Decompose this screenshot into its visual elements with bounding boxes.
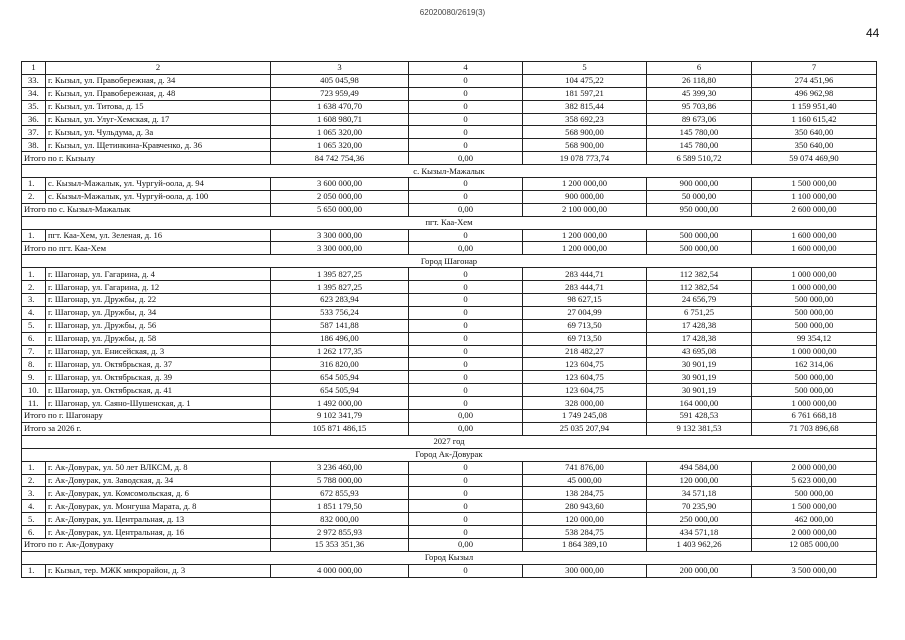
cell-col7: 2 000 000,00 — [752, 526, 877, 539]
cell-total-cost: 3 300 000,00 — [271, 229, 409, 242]
table-row — [22, 358, 877, 371]
cell-col5: 1 200 000,00 — [523, 229, 647, 242]
cell-col4: 0 — [409, 294, 523, 307]
address: г. Ак-Довурак, ул. Заводская, д. 34 — [46, 474, 271, 487]
row-number: 3. — [22, 294, 46, 307]
cell-col6: 30 901,19 — [647, 371, 752, 384]
cell-total-cost: 405 045,98 — [271, 74, 409, 87]
table-row — [22, 294, 877, 307]
table-row — [22, 513, 877, 526]
column-header: 2 — [46, 62, 271, 75]
table-row — [22, 474, 877, 487]
total-row — [22, 242, 877, 255]
cell-col6: 900 000,00 — [647, 178, 752, 191]
cell-col7: 500 000,00 — [752, 306, 877, 319]
cell-col6: 591 428,53 — [647, 410, 752, 423]
cell-col7: 1 000 000,00 — [752, 397, 877, 410]
header-row — [22, 62, 877, 75]
cell-total-cost: 3 600 000,00 — [271, 178, 409, 191]
cell-col4: 0 — [409, 474, 523, 487]
cell-col5: 27 004,99 — [523, 306, 647, 319]
address: г. Шагонар, ул. Саяно-Шушенская, д. 1 — [46, 397, 271, 410]
address: с. Кызыл-Мажалык, ул. Чургуй-оола, д. 94 — [46, 178, 271, 191]
table-row — [22, 371, 877, 384]
cell-col5: 69 713,50 — [523, 332, 647, 345]
cell-col7: 71 703 896,68 — [752, 422, 877, 435]
address: г. Шагонар, ул. Дружбы, д. 58 — [46, 332, 271, 345]
cell-col6: 43 695,08 — [647, 345, 752, 358]
row-number: 3. — [22, 487, 46, 500]
cell-col7: 350 640,00 — [752, 126, 877, 139]
row-number: 6. — [22, 332, 46, 345]
row-number: 1. — [22, 229, 46, 242]
total-label: Итого по пгт. Каа-Хем — [22, 242, 271, 255]
row-number: 37. — [22, 126, 46, 139]
cell-col4: 0 — [409, 281, 523, 294]
address: г. Кызыл, ул. Титова, д. 15 — [46, 100, 271, 113]
cell-col4: 0 — [409, 139, 523, 152]
cell-col7: 462 000,00 — [752, 513, 877, 526]
cell-total-cost: 5 650 000,00 — [271, 203, 409, 216]
cell-col7: 59 074 469,90 — [752, 152, 877, 165]
cell-col6: 26 118,80 — [647, 74, 752, 87]
cell-col6: 434 571,18 — [647, 526, 752, 539]
cell-col5: 280 943,60 — [523, 500, 647, 513]
address: г. Шагонар, ул. Дружбы, д. 34 — [46, 306, 271, 319]
table-row — [22, 397, 877, 410]
table-row — [22, 319, 877, 332]
cell-col7: 2 000 000,00 — [752, 461, 877, 474]
cell-col5: 741 876,00 — [523, 461, 647, 474]
cell-col7: 500 000,00 — [752, 487, 877, 500]
cell-col4: 0 — [409, 487, 523, 500]
table-row — [22, 126, 877, 139]
row-number: 2. — [22, 474, 46, 487]
address: пгт. Каа-Хем, ул. Зеленая, д. 16 — [46, 229, 271, 242]
cell-col6: 112 382,54 — [647, 281, 752, 294]
address: г. Шагонар, ул. Октябрьская, д. 39 — [46, 371, 271, 384]
cell-col6: 95 703,86 — [647, 100, 752, 113]
cell-total-cost: 832 000,00 — [271, 513, 409, 526]
table-row — [22, 332, 877, 345]
cell-col5: 1 200 000,00 — [523, 178, 647, 191]
row-number: 2. — [22, 190, 46, 203]
cell-col5: 1 749 245,08 — [523, 410, 647, 423]
cell-col7: 2 600 000,00 — [752, 203, 877, 216]
cell-col6: 30 901,19 — [647, 358, 752, 371]
cell-col5: 2 100 000,00 — [523, 203, 647, 216]
cell-col4: 0 — [409, 306, 523, 319]
table-body — [22, 62, 877, 578]
section-heading: Город Кызыл — [22, 551, 877, 564]
cell-col4: 0 — [409, 513, 523, 526]
cell-col6: 6 589 510,72 — [647, 152, 752, 165]
cell-col6: 45 399,30 — [647, 87, 752, 100]
cell-col5: 123 604,75 — [523, 384, 647, 397]
cell-col6: 950 000,00 — [647, 203, 752, 216]
cell-col6: 24 656,79 — [647, 294, 752, 307]
section-heading-row — [22, 165, 877, 178]
address: г. Ак-Довурак, ул. Монгуша Марата, д. 8 — [46, 500, 271, 513]
cell-col6: 250 000,00 — [647, 513, 752, 526]
cell-col6: 89 673,06 — [647, 113, 752, 126]
cell-total-cost: 1 638 470,70 — [271, 100, 409, 113]
row-number: 36. — [22, 113, 46, 126]
cell-total-cost: 654 505,94 — [271, 371, 409, 384]
cell-col6: 494 584,00 — [647, 461, 752, 474]
cell-total-cost: 3 300 000,00 — [271, 242, 409, 255]
total-label: Итого за 2026 г. — [22, 422, 271, 435]
cell-col5: 1 864 389,10 — [523, 538, 647, 551]
address: г. Кызыл, ул. Щетинкина-Кравченко, д. 36 — [46, 139, 271, 152]
cell-col6: 164 000,00 — [647, 397, 752, 410]
total-row — [22, 410, 877, 423]
cell-col6: 1 403 962,26 — [647, 538, 752, 551]
column-header: 7 — [752, 62, 877, 75]
cell-col7: 1 000 000,00 — [752, 281, 877, 294]
table-row — [22, 100, 877, 113]
cell-col6: 6 751,25 — [647, 306, 752, 319]
section-heading: Город Шагонар — [22, 255, 877, 268]
cell-col7: 1 000 000,00 — [752, 268, 877, 281]
table-row — [22, 139, 877, 152]
row-number: 11. — [22, 397, 46, 410]
address: г. Шагонар, ул. Гагарина, д. 4 — [46, 268, 271, 281]
cell-total-cost: 1 492 000,00 — [271, 397, 409, 410]
cell-col5: 568 900,00 — [523, 139, 647, 152]
cell-col6: 30 901,19 — [647, 384, 752, 397]
cell-col4: 0,00 — [409, 152, 523, 165]
cell-col7: 350 640,00 — [752, 139, 877, 152]
cell-col6: 9 132 381,53 — [647, 422, 752, 435]
cell-col5: 300 000,00 — [523, 564, 647, 577]
row-number: 1. — [22, 268, 46, 281]
cell-col4: 0,00 — [409, 422, 523, 435]
cell-col6: 500 000,00 — [647, 229, 752, 242]
row-number: 10. — [22, 384, 46, 397]
cell-col5: 538 284,75 — [523, 526, 647, 539]
cell-total-cost: 533 756,24 — [271, 306, 409, 319]
row-number: 5. — [22, 513, 46, 526]
total-row — [22, 152, 877, 165]
row-number: 4. — [22, 306, 46, 319]
cell-col5: 69 713,50 — [523, 319, 647, 332]
section-heading: пгт. Каа-Хем — [22, 216, 877, 229]
cell-total-cost: 654 505,94 — [271, 384, 409, 397]
cell-col7: 1 000 000,00 — [752, 345, 877, 358]
address: г. Шагонар, ул. Енисейская, д. 3 — [46, 345, 271, 358]
cell-col4: 0 — [409, 358, 523, 371]
row-number: 5. — [22, 319, 46, 332]
cell-total-cost: 1 395 827,25 — [271, 268, 409, 281]
row-number: 8. — [22, 358, 46, 371]
section-heading-row — [22, 448, 877, 461]
cell-col5: 19 078 773,74 — [523, 152, 647, 165]
cell-col7: 1 500 000,00 — [752, 500, 877, 513]
cell-col4: 0 — [409, 229, 523, 242]
cell-col5: 123 604,75 — [523, 358, 647, 371]
cell-col7: 500 000,00 — [752, 384, 877, 397]
cell-col5: 568 900,00 — [523, 126, 647, 139]
section-heading-row — [22, 435, 877, 448]
cell-col4: 0,00 — [409, 410, 523, 423]
cell-total-cost: 2 050 000,00 — [271, 190, 409, 203]
cell-total-cost: 84 742 754,36 — [271, 152, 409, 165]
table-row — [22, 500, 877, 513]
cell-col4: 0 — [409, 384, 523, 397]
cell-col7: 496 962,98 — [752, 87, 877, 100]
cell-col7: 3 500 000,00 — [752, 564, 877, 577]
cell-col7: 162 314,06 — [752, 358, 877, 371]
address: г. Ак-Довурак, ул. Комсомольская, д. 6 — [46, 487, 271, 500]
cell-total-cost: 723 959,49 — [271, 87, 409, 100]
cell-col4: 0 — [409, 500, 523, 513]
total-label: Итого по г. Шагонару — [22, 410, 271, 423]
cell-col4: 0 — [409, 190, 523, 203]
cell-total-cost: 1 065 320,00 — [271, 139, 409, 152]
cell-col4: 0 — [409, 113, 523, 126]
cell-col5: 283 444,71 — [523, 268, 647, 281]
column-header: 3 — [271, 62, 409, 75]
cell-col4: 0 — [409, 397, 523, 410]
cell-col4: 0 — [409, 319, 523, 332]
section-heading-row — [22, 255, 877, 268]
address: г. Кызыл, тер. МЖК микрорайон, д. 3 — [46, 564, 271, 577]
column-header: 5 — [523, 62, 647, 75]
address: с. Кызыл-Мажалык, ул. Чургуй-оола, д. 100 — [46, 190, 271, 203]
cell-total-cost: 9 102 341,79 — [271, 410, 409, 423]
cell-total-cost: 1 262 177,35 — [271, 345, 409, 358]
total-label: Итого по г. Ак-Довураку — [22, 538, 271, 551]
cell-col7: 500 000,00 — [752, 319, 877, 332]
cell-col7: 5 623 000,00 — [752, 474, 877, 487]
row-number: 7. — [22, 345, 46, 358]
section-heading: Город Ак-Довурак — [22, 448, 877, 461]
total-label: Итого по с. Кызыл-Мажалык — [22, 203, 271, 216]
table-row — [22, 74, 877, 87]
cell-col5: 120 000,00 — [523, 513, 647, 526]
row-number: 9. — [22, 371, 46, 384]
budget-table — [21, 61, 877, 578]
cell-col7: 1 159 951,40 — [752, 100, 877, 113]
table-row — [22, 461, 877, 474]
cell-total-cost: 5 788 000,00 — [271, 474, 409, 487]
column-header: 4 — [409, 62, 523, 75]
document-id: 62020080/2619(3) — [419, 8, 486, 17]
cell-col4: 0,00 — [409, 538, 523, 551]
table-row — [22, 268, 877, 281]
cell-col6: 120 000,00 — [647, 474, 752, 487]
cell-total-cost: 1 395 827,25 — [271, 281, 409, 294]
table-row — [22, 564, 877, 577]
row-number: 6. — [22, 526, 46, 539]
cell-col4: 0 — [409, 345, 523, 358]
total-row — [22, 203, 877, 216]
row-number: 4. — [22, 500, 46, 513]
table-row — [22, 229, 877, 242]
address: г. Кызыл, ул. Улуг-Хемская, д. 17 — [46, 113, 271, 126]
address: г. Ак-Довурак, ул. Центральная, д. 16 — [46, 526, 271, 539]
table-row — [22, 190, 877, 203]
cell-total-cost: 2 972 855,93 — [271, 526, 409, 539]
cell-col6: 200 000,00 — [647, 564, 752, 577]
cell-col6: 34 571,18 — [647, 487, 752, 500]
cell-total-cost: 316 820,00 — [271, 358, 409, 371]
cell-total-cost: 15 353 351,36 — [271, 538, 409, 551]
address: г. Шагонар, ул. Дружбы, д. 22 — [46, 294, 271, 307]
table-row — [22, 178, 877, 191]
cell-col4: 0 — [409, 526, 523, 539]
address: г. Шагонар, ул. Гагарина, д. 12 — [46, 281, 271, 294]
section-heading-row — [22, 216, 877, 229]
table-row — [22, 526, 877, 539]
cell-col7: 1 100 000,00 — [752, 190, 877, 203]
row-number: 1. — [22, 564, 46, 577]
cell-col4: 0 — [409, 74, 523, 87]
cell-col6: 17 428,38 — [647, 332, 752, 345]
cell-total-cost: 672 855,93 — [271, 487, 409, 500]
column-header: 1 — [22, 62, 46, 75]
cell-col7: 6 761 668,18 — [752, 410, 877, 423]
cell-col4: 0 — [409, 268, 523, 281]
cell-col7: 1 600 000,00 — [752, 229, 877, 242]
cell-col4: 0 — [409, 100, 523, 113]
cell-col7: 12 085 000,00 — [752, 538, 877, 551]
cell-col5: 358 692,23 — [523, 113, 647, 126]
cell-col5: 382 815,44 — [523, 100, 647, 113]
cell-col6: 112 382,54 — [647, 268, 752, 281]
cell-col4: 0 — [409, 332, 523, 345]
cell-col4: 0 — [409, 564, 523, 577]
cell-col7: 274 451,96 — [752, 74, 877, 87]
address: г. Кызыл, ул. Правобережная, д. 34 — [46, 74, 271, 87]
address: г. Кызыл, ул. Правобережная, д. 48 — [46, 87, 271, 100]
cell-col5: 98 627,15 — [523, 294, 647, 307]
row-number: 34. — [22, 87, 46, 100]
cell-col6: 145 780,00 — [647, 126, 752, 139]
cell-total-cost: 623 283,94 — [271, 294, 409, 307]
cell-col7: 1 500 000,00 — [752, 178, 877, 191]
cell-col5: 900 000,00 — [523, 190, 647, 203]
cell-col6: 50 000,00 — [647, 190, 752, 203]
section-heading: 2027 год — [22, 435, 877, 448]
address: г. Кызыл, ул. Чульдума, д. 3а — [46, 126, 271, 139]
table-row — [22, 345, 877, 358]
cell-col5: 25 035 207,94 — [523, 422, 647, 435]
column-header: 6 — [647, 62, 752, 75]
total-label: Итого по г. Кызылу — [22, 152, 271, 165]
row-number: 35. — [22, 100, 46, 113]
row-number: 33. — [22, 74, 46, 87]
cell-col5: 328 000,00 — [523, 397, 647, 410]
cell-col5: 218 482,27 — [523, 345, 647, 358]
cell-total-cost: 4 000 000,00 — [271, 564, 409, 577]
cell-col4: 0 — [409, 87, 523, 100]
table-row — [22, 306, 877, 319]
table-row — [22, 384, 877, 397]
cell-col7: 500 000,00 — [752, 294, 877, 307]
table-row — [22, 281, 877, 294]
cell-col6: 500 000,00 — [647, 242, 752, 255]
cell-col7: 1 160 615,42 — [752, 113, 877, 126]
row-number: 1. — [22, 461, 46, 474]
address: г. Ак-Довурак, ул. 50 лет ВЛКСМ, д. 8 — [46, 461, 271, 474]
cell-col5: 1 200 000,00 — [523, 242, 647, 255]
cell-col4: 0 — [409, 371, 523, 384]
cell-col4: 0 — [409, 126, 523, 139]
cell-col4: 0,00 — [409, 242, 523, 255]
cell-col4: 0 — [409, 178, 523, 191]
table-row — [22, 487, 877, 500]
row-number: 38. — [22, 139, 46, 152]
table-row — [22, 113, 877, 126]
row-number: 2. — [22, 281, 46, 294]
cell-col6: 70 235,90 — [647, 500, 752, 513]
cell-total-cost: 1 851 179,50 — [271, 500, 409, 513]
cell-total-cost: 1 608 980,71 — [271, 113, 409, 126]
cell-col4: 0 — [409, 461, 523, 474]
address: г. Шагонар, ул. Октябрьская, д. 37 — [46, 358, 271, 371]
total-row — [22, 422, 877, 435]
row-number: 1. — [22, 178, 46, 191]
section-heading: с. Кызыл-Мажалык — [22, 165, 877, 178]
section-heading-row — [22, 551, 877, 564]
cell-col4: 0,00 — [409, 203, 523, 216]
cell-col5: 181 597,21 — [523, 87, 647, 100]
address: г. Шагонар, ул. Октябрьская, д. 41 — [46, 384, 271, 397]
page-number: 44 — [866, 26, 880, 40]
cell-col6: 17 428,38 — [647, 319, 752, 332]
cell-col5: 123 604,75 — [523, 371, 647, 384]
cell-col7: 99 354,12 — [752, 332, 877, 345]
cell-col5: 283 444,71 — [523, 281, 647, 294]
address: г. Шагонар, ул. Дружбы, д. 56 — [46, 319, 271, 332]
cell-total-cost: 1 065 320,00 — [271, 126, 409, 139]
cell-col7: 1 600 000,00 — [752, 242, 877, 255]
cell-total-cost: 587 141,88 — [271, 319, 409, 332]
cell-total-cost: 105 871 486,15 — [271, 422, 409, 435]
total-row — [22, 538, 877, 551]
cell-col5: 138 284,75 — [523, 487, 647, 500]
cell-col6: 145 780,00 — [647, 139, 752, 152]
address: г. Ак-Довурак, ул. Центральная, д. 13 — [46, 513, 271, 526]
table-row — [22, 87, 877, 100]
cell-total-cost: 3 236 460,00 — [271, 461, 409, 474]
cell-col5: 45 000,00 — [523, 474, 647, 487]
cell-total-cost: 186 496,00 — [271, 332, 409, 345]
cell-col7: 500 000,00 — [752, 371, 877, 384]
cell-col5: 104 475,22 — [523, 74, 647, 87]
